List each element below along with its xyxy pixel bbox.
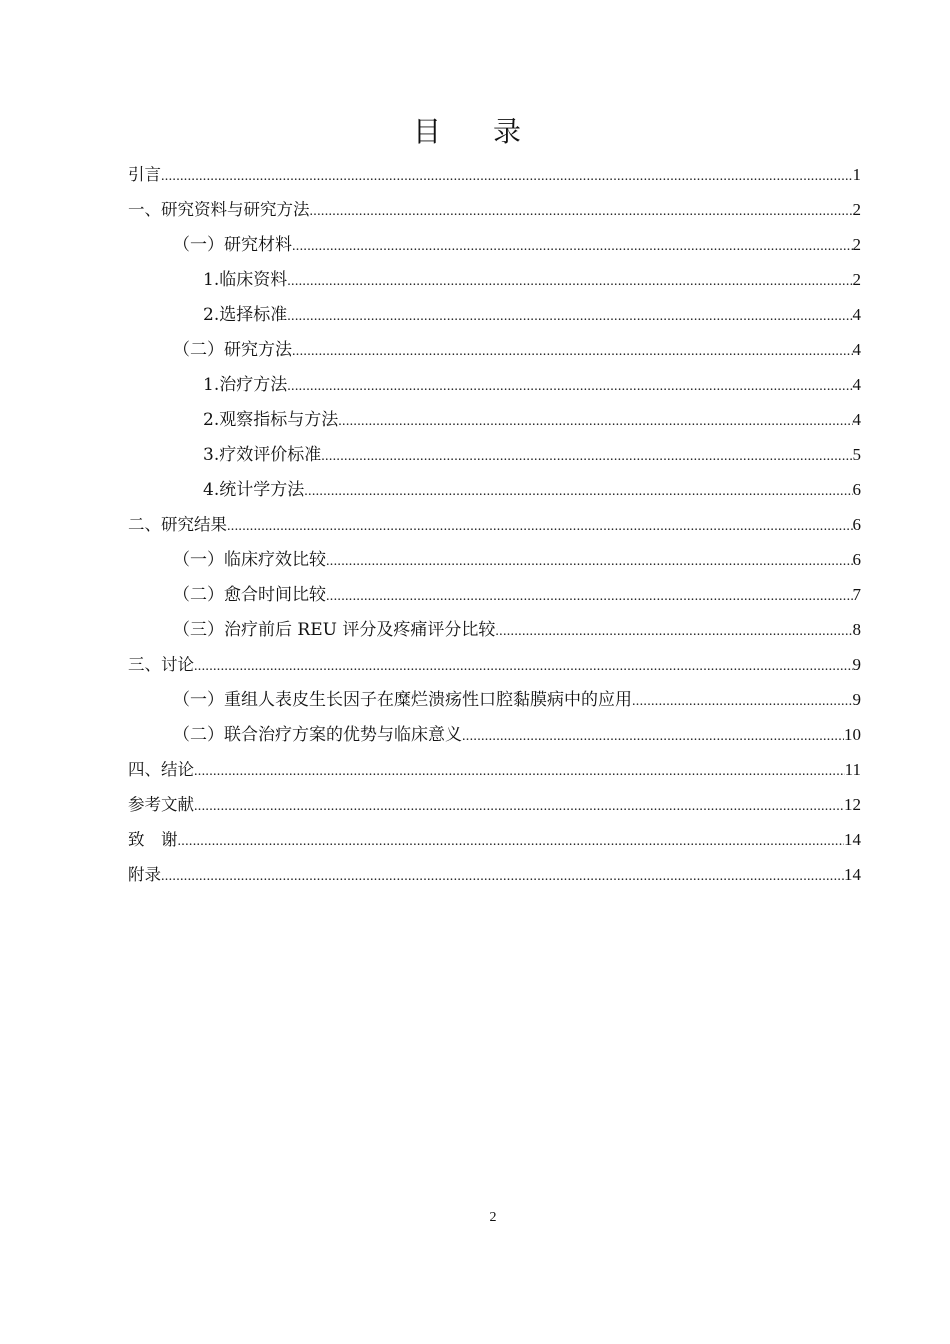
toc-entry[interactable] — [128, 752, 861, 787]
toc-entry-label: （一）临床疗效比较 — [173, 550, 326, 570]
toc-entry-page: 12 — [844, 795, 861, 814]
toc-entry-page: 9 — [852, 690, 861, 709]
toc-entry[interactable] — [128, 472, 861, 507]
toc-entry[interactable] — [128, 507, 861, 542]
dot-leader — [161, 859, 844, 894]
dot-leader — [287, 369, 852, 404]
dot-leader — [292, 229, 853, 264]
toc-entry[interactable] — [128, 542, 861, 577]
toc-entry-page: 4 — [852, 340, 861, 359]
dot-leader — [338, 404, 852, 439]
toc-entry-page: 14 — [844, 830, 861, 849]
toc-entry-page: 1 — [852, 165, 861, 184]
toc-entry-label: （三）治疗前后 REU 评分及疼痛评分比较 — [173, 620, 496, 640]
toc-entry-page: 2 — [852, 200, 861, 219]
dot-leader — [287, 299, 852, 334]
toc-entry-label: 2.观察指标与方法 — [203, 410, 339, 430]
dot-leader — [310, 194, 853, 229]
toc-entry[interactable] — [128, 857, 861, 892]
toc-entry-label: 1.治疗方法 — [203, 375, 288, 395]
toc-entry[interactable] — [128, 437, 861, 472]
dot-leader — [292, 334, 853, 369]
toc-entry[interactable] — [128, 157, 861, 192]
toc-entry-label: 3.疗效评价标准 — [203, 445, 322, 465]
dot-leader — [462, 719, 844, 754]
table-of-contents — [128, 157, 861, 892]
dot-leader — [321, 439, 852, 474]
toc-entry-page: 6 — [852, 550, 861, 569]
toc-entry-label: 二、研究结果 — [128, 515, 227, 534]
dot-leader — [632, 684, 853, 719]
toc-entry-label: 4.统计学方法 — [203, 480, 305, 500]
dot-leader — [161, 159, 853, 194]
toc-entry[interactable] — [128, 822, 861, 857]
toc-entry[interactable] — [128, 262, 861, 297]
toc-entry[interactable] — [128, 332, 861, 367]
toc-title: 目录 — [412, 115, 573, 148]
toc-entry-page: 5 — [852, 445, 861, 464]
dot-leader — [194, 789, 844, 824]
toc-entry-label: （一）研究材料 — [173, 235, 292, 255]
toc-entry-label: （二）联合治疗方案的优势与临床意义 — [173, 725, 462, 745]
toc-entry[interactable] — [128, 682, 861, 717]
dot-leader — [194, 649, 853, 684]
toc-entry[interactable] — [128, 297, 861, 332]
toc-entry-label: 引言 — [128, 165, 161, 184]
toc-entry-page: 2 — [852, 235, 861, 254]
page-number: 2 — [489, 1210, 497, 1225]
toc-entry-label: 附录 — [128, 865, 161, 884]
dot-leader — [178, 824, 845, 859]
toc-entry-page: 6 — [852, 480, 861, 499]
toc-entry-label: 参考文献 — [128, 795, 194, 814]
toc-entry-label: （二）愈合时间比较 — [173, 585, 326, 605]
toc-entry-page: 4 — [852, 305, 861, 324]
toc-entry-page: 11 — [844, 760, 861, 779]
toc-entry-label: 一、研究资料与研究方法 — [128, 200, 310, 219]
toc-entry-label: 四、结论 — [128, 760, 194, 779]
toc-entry[interactable] — [128, 717, 861, 752]
toc-entry-page: 10 — [844, 725, 861, 744]
toc-entry-page: 2 — [852, 270, 861, 289]
toc-entry[interactable] — [128, 577, 861, 612]
toc-entry-page: 8 — [852, 620, 861, 639]
dot-leader — [227, 509, 853, 544]
toc-entry-page: 4 — [852, 375, 861, 394]
toc-entry-label: （二）研究方法 — [173, 340, 292, 360]
toc-entry[interactable] — [128, 402, 861, 437]
toc-entry-label: 1.临床资料 — [203, 270, 288, 290]
toc-entry[interactable] — [128, 192, 861, 227]
toc-entry-page: 7 — [852, 585, 861, 604]
toc-entry[interactable] — [128, 647, 861, 682]
dot-leader — [304, 474, 852, 509]
dot-leader — [194, 754, 845, 789]
dot-leader — [326, 544, 853, 579]
toc-entry[interactable] — [128, 367, 861, 402]
toc-entry-label: （一）重组人表皮生长因子在糜烂溃疡性口腔黏膜病中的应用 — [173, 690, 632, 710]
toc-entry[interactable] — [128, 612, 861, 647]
toc-entry-page: 9 — [852, 655, 861, 674]
toc-entry-label: 致 谢 — [128, 830, 178, 849]
dot-leader — [495, 614, 852, 649]
toc-entry-label: 三、讨论 — [128, 655, 194, 674]
toc-entry-page: 6 — [852, 515, 861, 534]
toc-entry[interactable] — [128, 227, 861, 262]
toc-entry-label: 2.选择标准 — [203, 305, 288, 325]
toc-entry-page: 14 — [844, 865, 861, 884]
toc-entry[interactable] — [128, 787, 861, 822]
dot-leader — [287, 264, 852, 299]
dot-leader — [326, 579, 853, 614]
toc-entry-page: 4 — [852, 410, 861, 429]
